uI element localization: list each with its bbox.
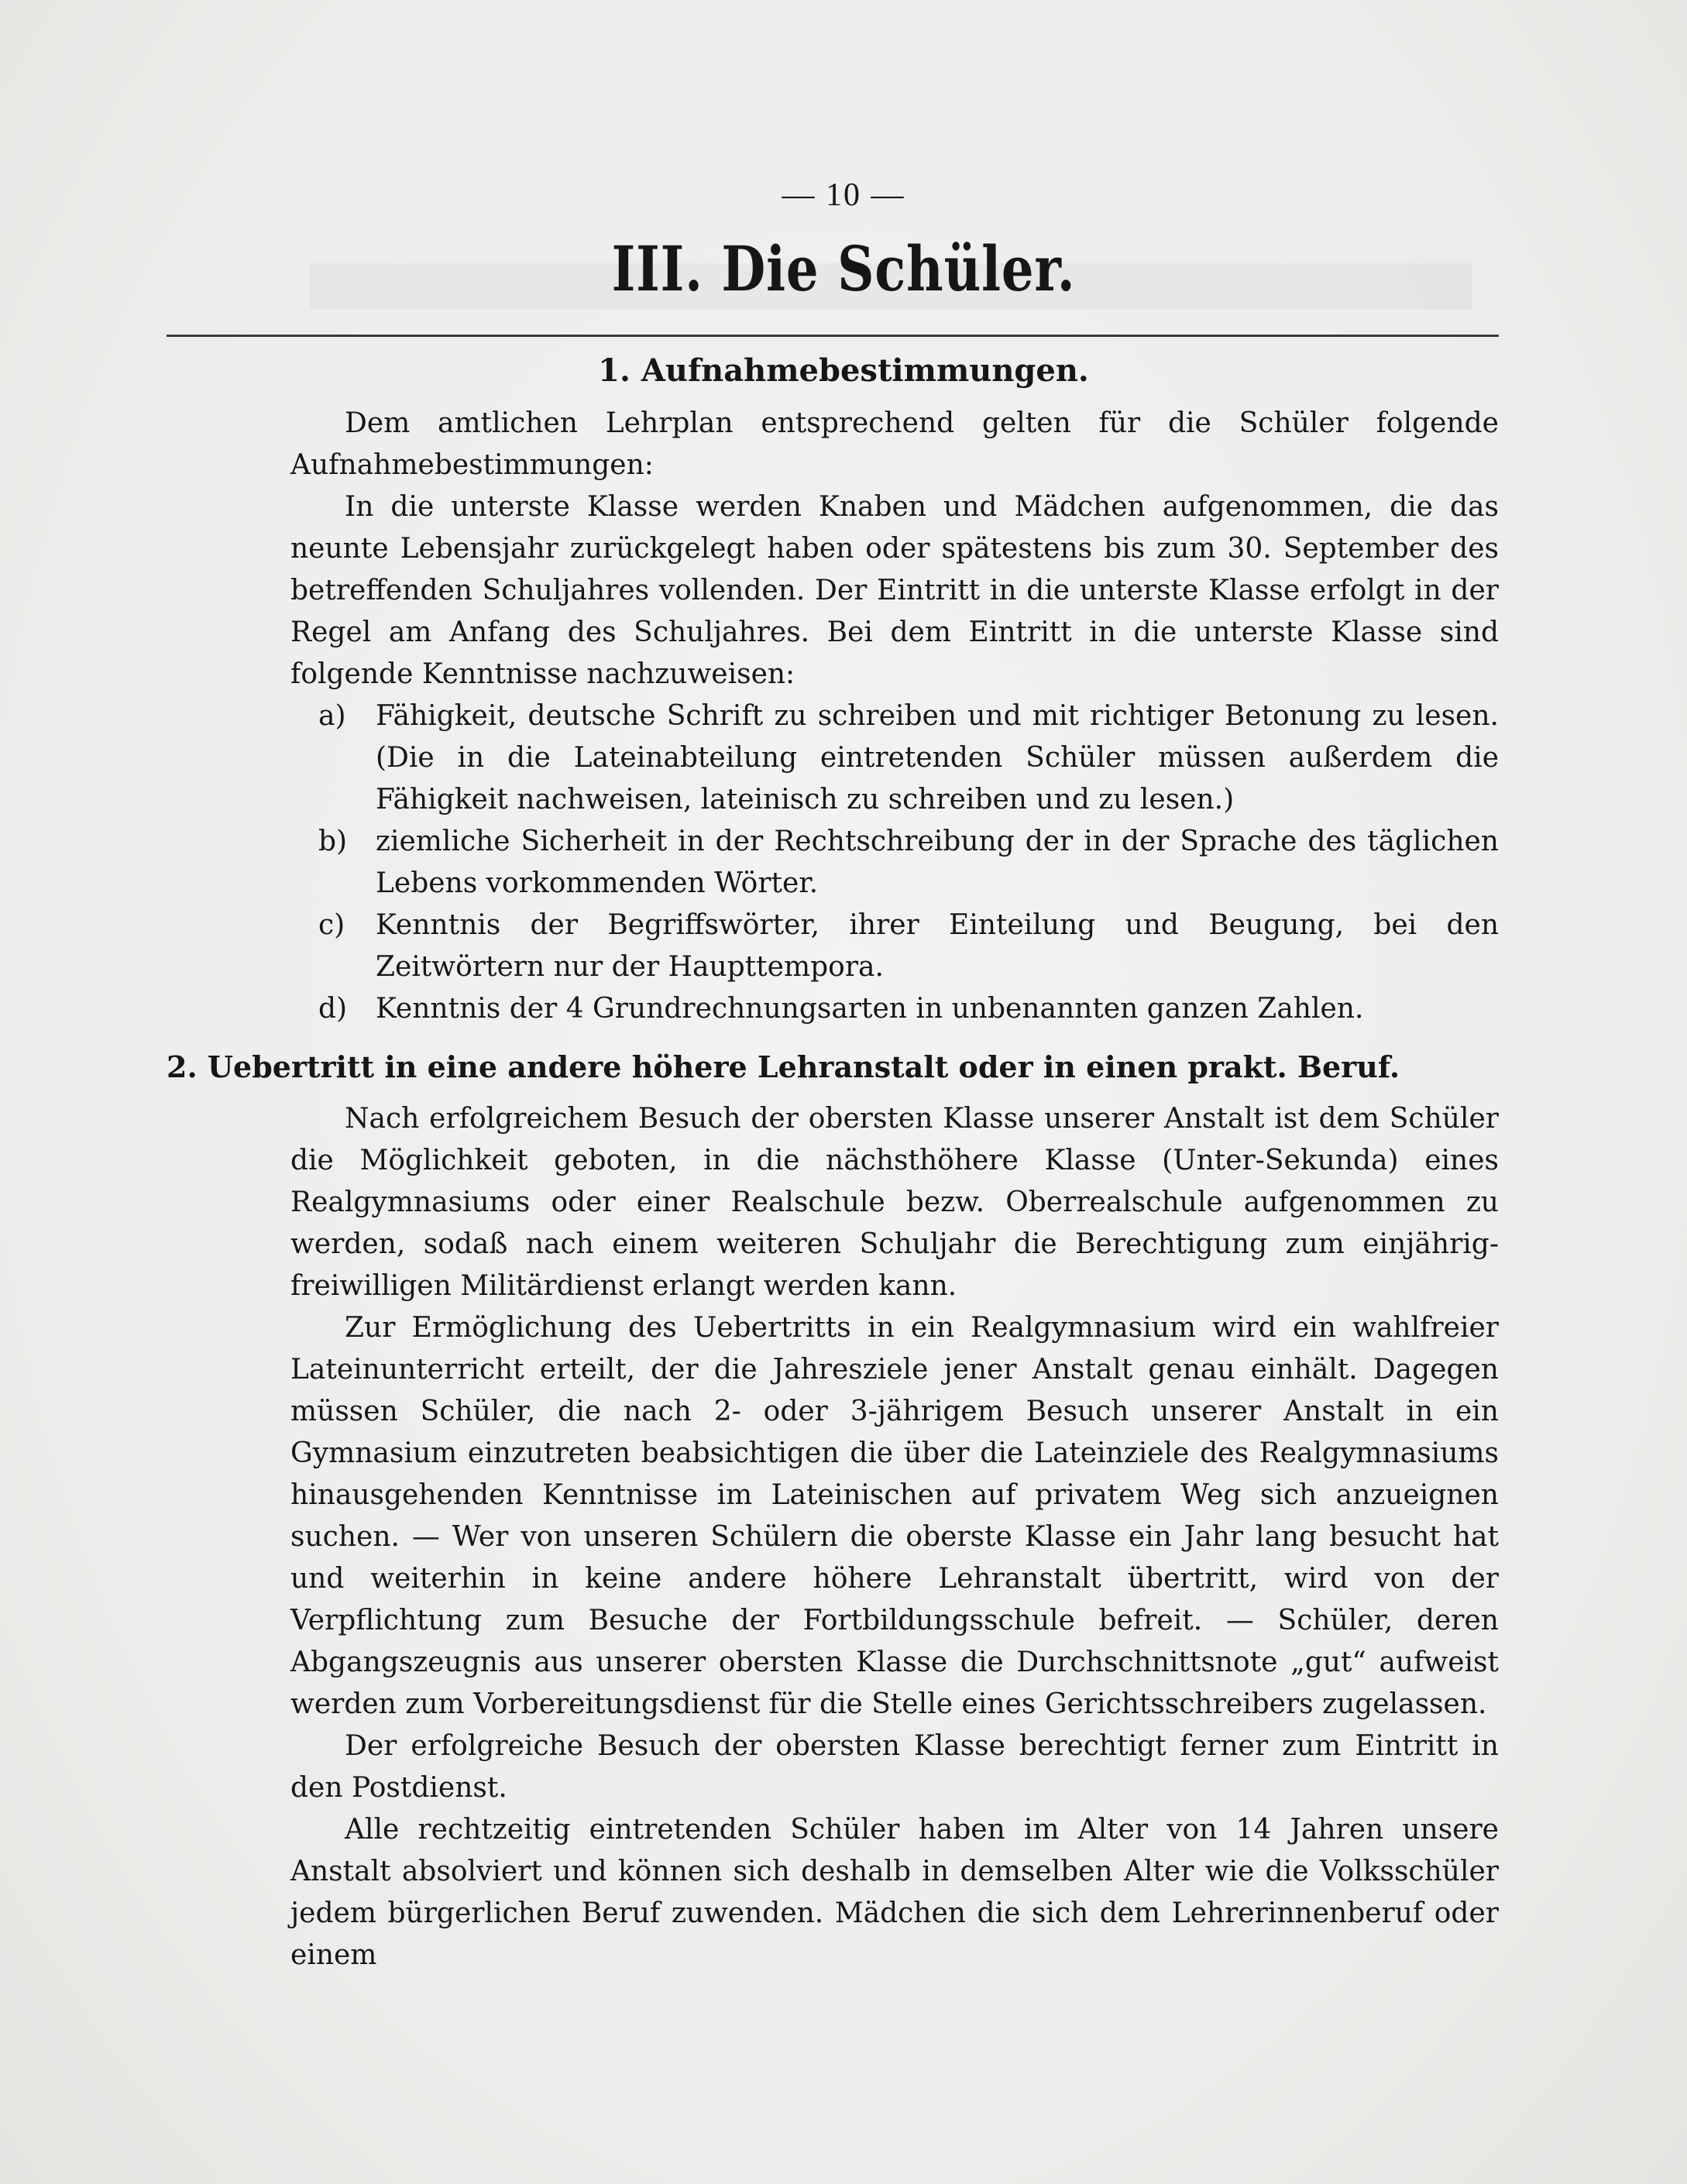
list-marker: a) <box>318 700 346 732</box>
list-item-text: Kenntnis der Begriffswörter, ihrer Einteilung und Beugung, bei den Zeitwörtern nur der Haupttempora. <box>376 909 1499 983</box>
list-marker: b) <box>318 826 348 857</box>
section-heading-admission: 1. Aufnahmebestimmungen. <box>598 352 1089 389</box>
admission-text <box>290 403 1499 695</box>
transfer-text <box>290 1098 1499 1976</box>
title-divider <box>167 335 1499 337</box>
admission-body: In die unterste Klasse werden Knaben und Mädchen aufgenommen, die das neunte Lebensjahr zurückgelegt haben oder spätestens bis zum 30. September des betreffenden Schuljahres vollenden. Der Eintritt in die unterste Klasse erfolgt in der Regel am Anfang des Schuljahres. Bei dem Eintritt in die unterste Klasse sind folgende Kenntnisse nachzuweisen: <box>290 491 1499 690</box>
list-item <box>290 905 1499 988</box>
transfer-paragraph: Nach erfolgreichem Besuch der obersten Klasse unserer Anstalt ist dem Schüler die Möglichkeit geboten, in die nächsthöhere Klasse (Unter-Sekunda) eines Realgymnasiums oder einer Realschule bezw. Oberrealschule aufgenommen zu werden, sodaß nach einem weiteren Schuljahr die Berechtigung zum einjährig-freiwilligen Militärdienst erlangt werden kann. <box>290 1103 1499 1302</box>
transfer-paragraph: Zur Ermöglichung des Uebertritts in ein Realgymnasium wird ein wahlfreier Lateinunterricht erteilt, der die Jahresziele jener Anstalt genau einhält. Dagegen müssen Schüler, die nach 2- oder 3-jährigem Besuch unserer Anstalt in ein Gymnasium einzutreten beabsichtigen die über die Lateinziele des Realgymnasiums hinausgehenden Kenntnisse im Lateinischen auf privatem Weg sich anzueignen suchen. — Wer von unseren Schülern die oberste Klasse ein Jahr lang besucht hat und weiterhin in keine andere höhere Lehranstalt übertritt, wird von der Verpflichtung zum Besuche der Fortbildungsschule befreit. — Schüler, deren Abgangszeugnis aus unserer obersten Klasse die Durchschnittsnote „gut“ aufweist werden zum Vorbereitungsdienst für die Stelle eines Gerichtsschreibers zugelassen. <box>290 1312 1499 1720</box>
list-marker: c) <box>318 909 345 941</box>
section-heading-transfer: 2. Uebertritt in eine andere höhere Lehranstalt oder in einen prakt. Beruf. <box>167 1049 1400 1084</box>
list-item <box>290 695 1499 821</box>
list-item-text: ziemliche Sicherheit in der Rechtschreibung der in der Sprache des täglichen Lebens vorkommenden Wörter. <box>376 826 1499 899</box>
transfer-paragraph: Alle rechtzeitig eintretenden Schüler haben im Alter von 14 Jahren unsere Anstalt absolviert und können sich deshalb in demselben Alter wie die Volksschüler jedem bürgerlichen Beruf zuwenden. Mädchen die sich dem Lehrerinnenberuf oder einem <box>290 1814 1499 1971</box>
list-item <box>290 988 1499 1030</box>
list-item-text: Fähigkeit, deutsche Schrift zu schreiben und mit richtiger Betonung zu lesen. (Die in die Lateinabteilung eintretenden Schüler müssen außerdem die Fähigkeit nachweisen, lateinisch zu schreiben und zu lesen.) <box>376 700 1499 816</box>
list-item <box>290 821 1499 905</box>
page-number: — 10 — <box>782 177 905 213</box>
chapter-title: III. Die Schüler. <box>611 232 1076 305</box>
admission-requirements-list <box>290 695 1499 1030</box>
list-item-text: Kenntnis der 4 Grundrechnungsarten in unbenannten ganzen Zahlen. <box>376 993 1364 1025</box>
transfer-paragraph: Der erfolgreiche Besuch der obersten Klasse berechtigt ferner zum Eintritt in den Postdienst. <box>290 1730 1499 1804</box>
admission-intro: Dem amtlichen Lehrplan entsprechend gelten für die Schüler folgende Aufnahmebestimmungen: <box>290 407 1499 481</box>
list-marker: d) <box>318 993 348 1025</box>
